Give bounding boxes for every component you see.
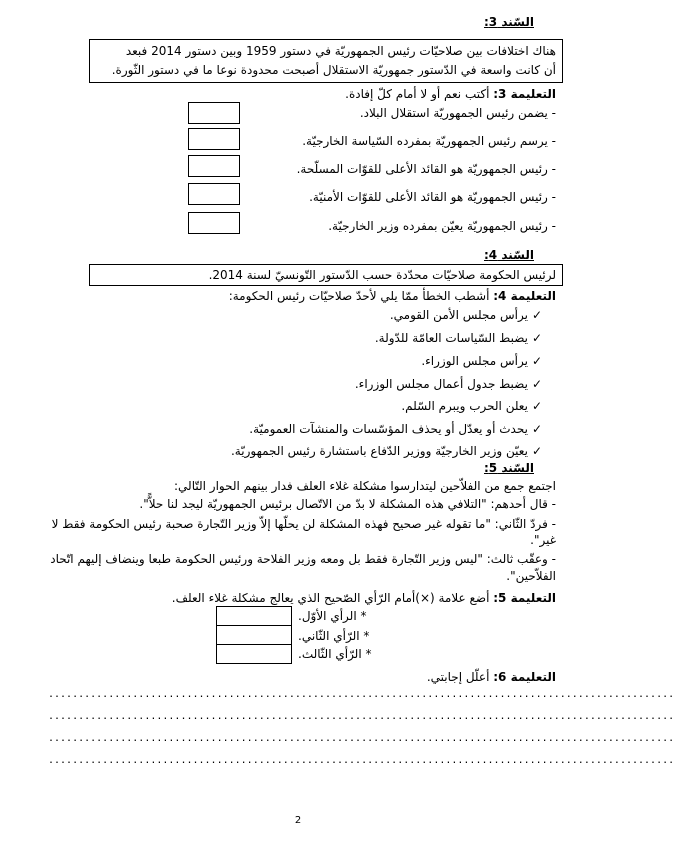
item-text: يضبط جدول أعمال مجلس الوزراء. <box>354 377 528 391</box>
dialogue-line-5: الفلاّحين". <box>506 569 556 583</box>
page-number: 2 <box>294 815 302 826</box>
section5-intro: اجتمع جمع من الفلاّحين ليتدارسوا مشكلة غلاء العلف فدار بينهم الحوار التّالي: <box>174 479 556 493</box>
check-icon: ✓ <box>531 444 542 458</box>
instruction-label: التعليمة 5: <box>493 591 556 605</box>
option-2-box[interactable] <box>216 625 292 645</box>
section3-heading: السّند 3: <box>483 15 534 29</box>
section4-item-6[interactable] <box>249 421 542 437</box>
answer-box-4[interactable] <box>188 183 240 205</box>
instruction-text: أضع علامة (×)أمام الرّأي الصّحيح الذي يعالج مشكلة غلاء العلف. <box>171 591 490 605</box>
section4-item-4[interactable] <box>355 376 542 392</box>
section3-item-3: - رئيس الجمهوريّة هو القائد الأعلى للقوّات المسلّحة. <box>296 162 556 176</box>
section3-source-line2: أن كانت واسعة في الدّستور جمهوريّة الاستقلال أصبحت محدودة نوعا ما في دستور الثّورة. <box>111 63 556 77</box>
section4-heading: السّند 4: <box>483 248 534 262</box>
option-1: * الرأي الأوّل. <box>298 609 367 623</box>
section4-item-7[interactable] <box>231 443 542 459</box>
item-text: يرأس مجلس الوزراء. <box>421 354 528 368</box>
item-text: يعيّن وزير الخارجيّة ووزير الدّفاع باستشارة رئيس الجمهوريّة. <box>230 444 528 458</box>
option-3-box[interactable] <box>216 644 292 664</box>
answer-line-2[interactable]: ........................................................................................................ <box>48 711 674 722</box>
instruction-text: أكتب نعم أو لا أمام كلّ إفادة. <box>345 87 490 101</box>
answer-box-5[interactable] <box>188 212 240 234</box>
section3-source-line1: هناك اختلافات بين صلاحيّات رئيس الجمهوريّة في دستور 1959 وبين دستور 2014 فبعد <box>125 44 556 58</box>
item-text: يضبط السّياسات العامّة للدّولة. <box>374 331 528 345</box>
check-icon: ✓ <box>531 422 542 436</box>
check-icon: ✓ <box>531 377 542 391</box>
section4-item-1[interactable] <box>390 307 542 323</box>
option-3: * الرّأي الثّالث. <box>298 647 372 661</box>
instruction-label: التعليمة 4: <box>493 289 556 303</box>
section4-item-5[interactable] <box>401 398 542 414</box>
item-text: يرأس مجلس الأمن القومي. <box>389 308 528 322</box>
check-icon: ✓ <box>531 331 542 345</box>
section6-instruction <box>427 669 556 685</box>
dialogue-line-4: - وعقّب ثالث: "ليس وزير التّجارة فقط بل ومعه وزير الفلاحة ورئيس الحكومة طبعا وينضاف إليهم اتّحاد <box>50 552 556 566</box>
answer-line-3[interactable]: ........................................................................................................ <box>48 733 674 744</box>
option-1-box[interactable] <box>216 606 292 626</box>
dialogue-line-2: - فردّ الثّاني: "ما تقوله غير صحيح فهذه المشكلة لن يحلّها إلاّ وزير التّجارة صحبة رئيس الحكومة فقط لا <box>51 517 556 531</box>
answer-line-4[interactable]: ........................................................................................................ <box>48 755 674 766</box>
section3-item-1: - يضمن رئيس الجمهوريّة استقلال البلاد. <box>359 106 556 120</box>
answer-box-1[interactable] <box>188 102 240 124</box>
check-icon: ✓ <box>531 399 542 413</box>
answer-line-1[interactable]: ........................................................................................................ <box>48 689 674 700</box>
section4-item-2[interactable] <box>375 330 542 346</box>
item-text: يعلن الحرب ويبرم السّلم. <box>401 399 528 413</box>
dialogue-line-3: غير". <box>530 533 556 547</box>
section4-instruction <box>229 288 556 304</box>
section3-item-2: - يرسم رئيس الجمهوريّة بمفرده السّياسة الخارجيّة. <box>302 134 556 148</box>
section5-instruction <box>172 590 556 606</box>
section4-source-line: لرئيس الحكومة صلاحيّات محدّدة حسب الدّستور التّونسيّ لسنة 2014. <box>208 268 556 282</box>
option-2: * الرّأي الثّاني. <box>298 629 370 643</box>
instruction-label: التعليمة 6: <box>493 670 556 684</box>
instruction-text: أشطب الخطأ ممّا يلي لأحدّ صلاحيّات رئيس الحكومة: <box>228 289 490 303</box>
section3-item-5: - رئيس الجمهوريّة يعيّن بمفرده وزير الخارجيّة. <box>328 219 556 233</box>
check-icon: ✓ <box>531 308 542 322</box>
section3-instruction <box>345 86 556 102</box>
item-text: يحدث أو يعدّل أو يحذف المؤسّسات والمنشآت العموميّة. <box>249 422 528 436</box>
answer-box-2[interactable] <box>188 128 240 150</box>
section3-item-4: - رئيس الجمهوريّة هو القائد الأعلى للقوّات الأمنيّة. <box>309 190 556 204</box>
check-icon: ✓ <box>531 354 542 368</box>
instruction-text: أعلّل إجابتي. <box>426 670 490 684</box>
section4-item-3[interactable] <box>421 353 542 369</box>
instruction-label: التعليمة 3: <box>493 87 556 101</box>
answer-box-3[interactable] <box>188 155 240 177</box>
dialogue-line-1: - قال أحدهم: "التلافي هذه المشكلة لا بدّ من الاتّصال برئيس الجمهوريّة ليجد لنا حلاًّ". <box>139 497 556 511</box>
section5-heading: السّند 5: <box>483 461 534 475</box>
